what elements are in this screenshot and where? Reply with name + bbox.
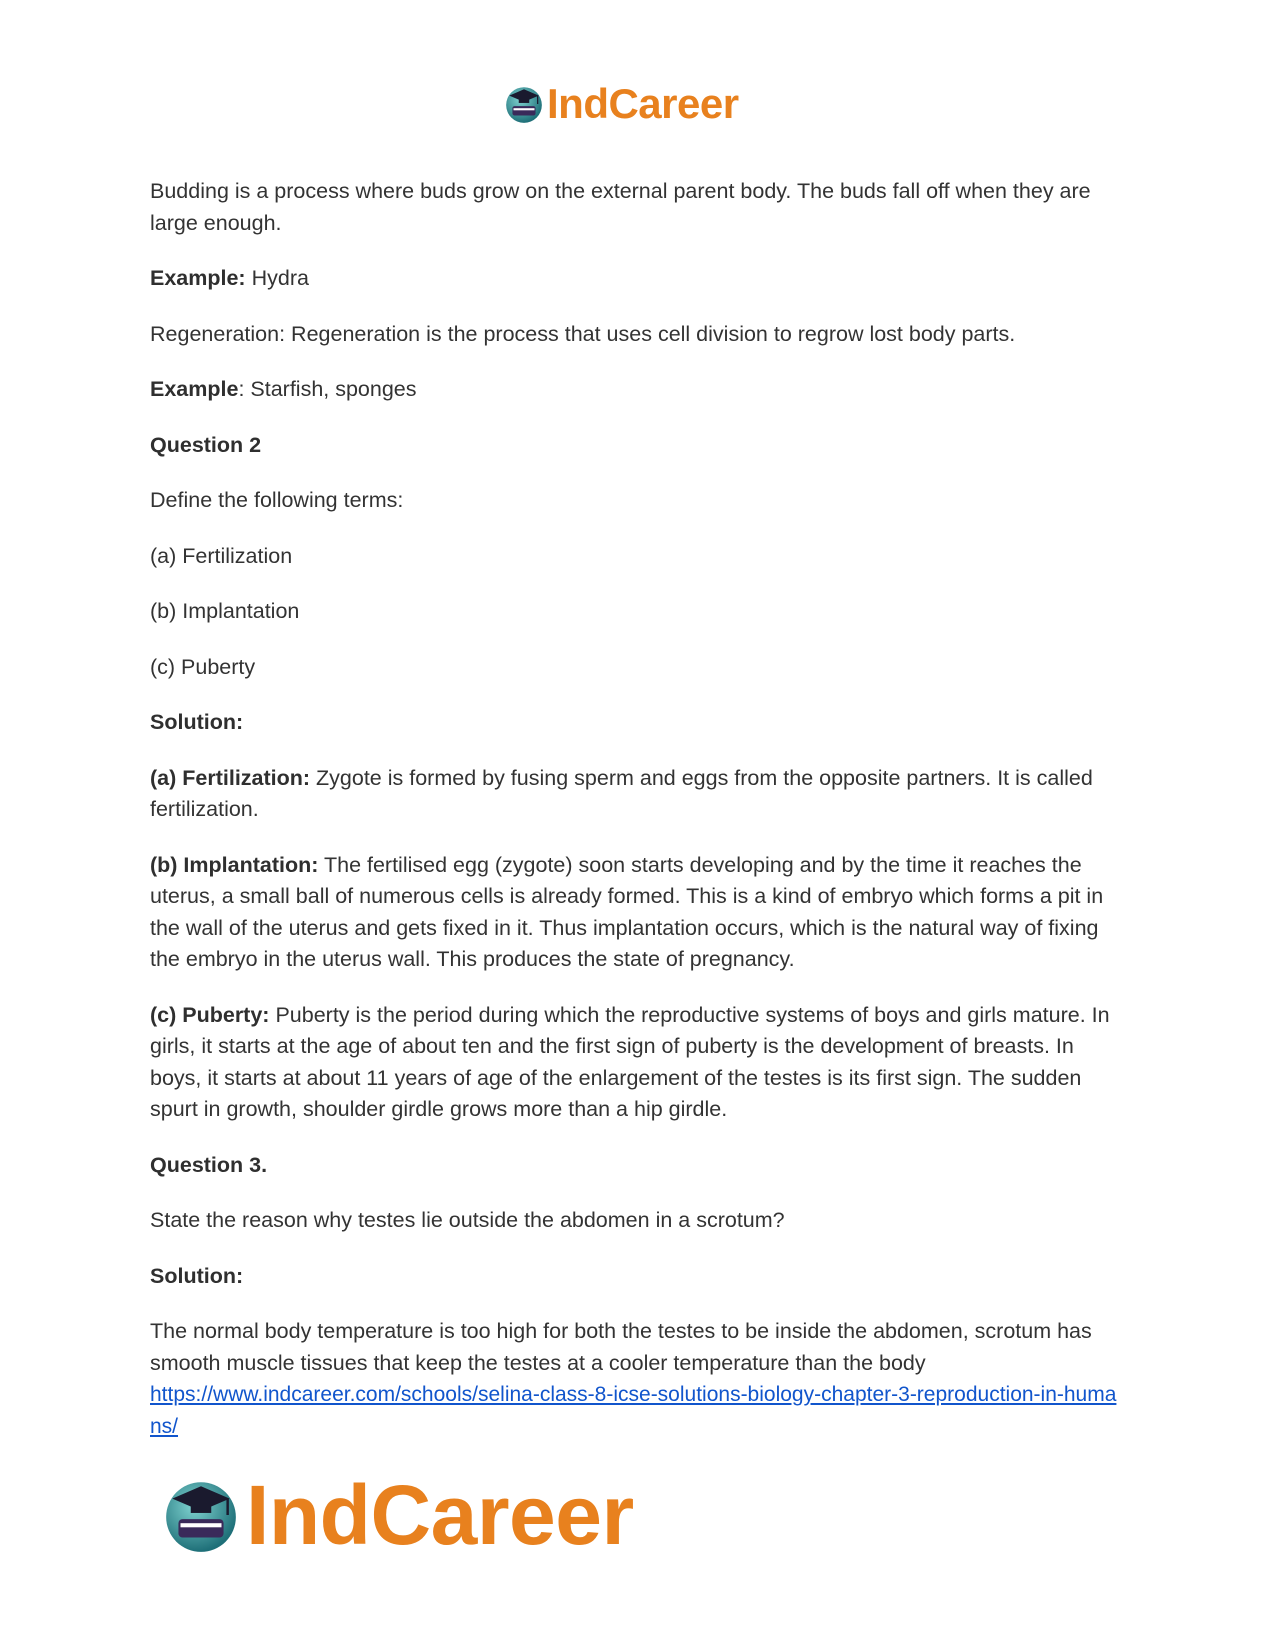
example-hydra [150, 263, 1125, 295]
solution-heading-2 [150, 1261, 1125, 1293]
solution-3 [150, 1316, 1125, 1442]
solution-a [150, 763, 1125, 826]
solution-c-text: Puberty is the period during which the reproductive systems of boys and girls mature. In girls, it starts at the age of about ten and the first sign of puberty is the development of breasts. In boys, it starts at about 11 years of age of the enlargement of the testes is its first sign. The sudden spurt in growth, shoulder girdle grows more than a hip girdle. [150, 1002, 1110, 1121]
solution-c [150, 1000, 1125, 1126]
graduation-globe-icon [160, 1474, 242, 1556]
paragraph-regeneration: Regeneration: Regeneration is the process that uses cell division to regrow lost body parts. [150, 321, 1016, 346]
solution-heading [150, 707, 1125, 739]
solution-label: Solution: [150, 1263, 244, 1288]
solution-b-label: (b) Implantation: [150, 852, 319, 877]
solution-c-label: (c) Puberty: [150, 1002, 270, 1027]
example-starfish [150, 374, 1125, 406]
solution-b [150, 850, 1125, 976]
graduation-globe-icon [503, 83, 545, 125]
question-2-title [150, 430, 1125, 462]
solution-label: Solution: [150, 710, 244, 734]
source-link[interactable]: https://www.indcareer.com/schools/selina-class-8-icse-solutions-biology-chapter-3-reproduction-in-humans/ [150, 1383, 1117, 1438]
solution-b-text: The fertilised egg (zygote) soon starts developing and by the time it reaches the uterus, a small ball of numerous cells is already formed. This is a kind of embryo which forms a pit in the wall of the uterus and gets fixed in it. Thus implantation occurs, which is the natural way of fixing the embryo in the uterus wall. This produces the state of pregnancy. [150, 852, 1104, 971]
solution-a-text: Zygote is formed by fusing sperm and eggs from the opposite partners. It is called fertilization. [150, 765, 1093, 821]
example-label: Example [150, 377, 239, 401]
question-3-title [150, 1150, 1125, 1182]
header-logo [503, 78, 773, 130]
paragraph-budding: Budding is a process where buds grow on the external parent body. The buds fall off when they are large enough. [150, 179, 1091, 235]
question-3-prompt: State the reason why testes lie outside the abdomen in a scrotum? [150, 1208, 785, 1232]
footer-logo [160, 1470, 700, 1560]
term-c: (c) Puberty [150, 654, 256, 679]
question-title: Question 2 [150, 432, 262, 457]
solution-a-label: (a) Fertilization: [150, 765, 311, 790]
question-2-prompt: Define the following terms: [150, 488, 404, 512]
example-label: Example: [150, 266, 246, 290]
example-text: : Starfish, sponges [238, 377, 417, 401]
question-title: Question 3. [150, 1152, 268, 1177]
term-b: (b) Implantation [150, 599, 300, 623]
term-a: (a) Fertilization [150, 543, 293, 568]
example-text: Hydra [245, 266, 309, 290]
document-body [150, 176, 1125, 1442]
logo-text: IndCareer [547, 80, 739, 127]
solution-3-text: The normal body temperature is too high for both the testes to be inside the abdomen, scrotum has smooth muscle tissues that keep the testes at a cooler temperature than the body [150, 1319, 1092, 1375]
logo-text: IndCareer [246, 1468, 634, 1562]
